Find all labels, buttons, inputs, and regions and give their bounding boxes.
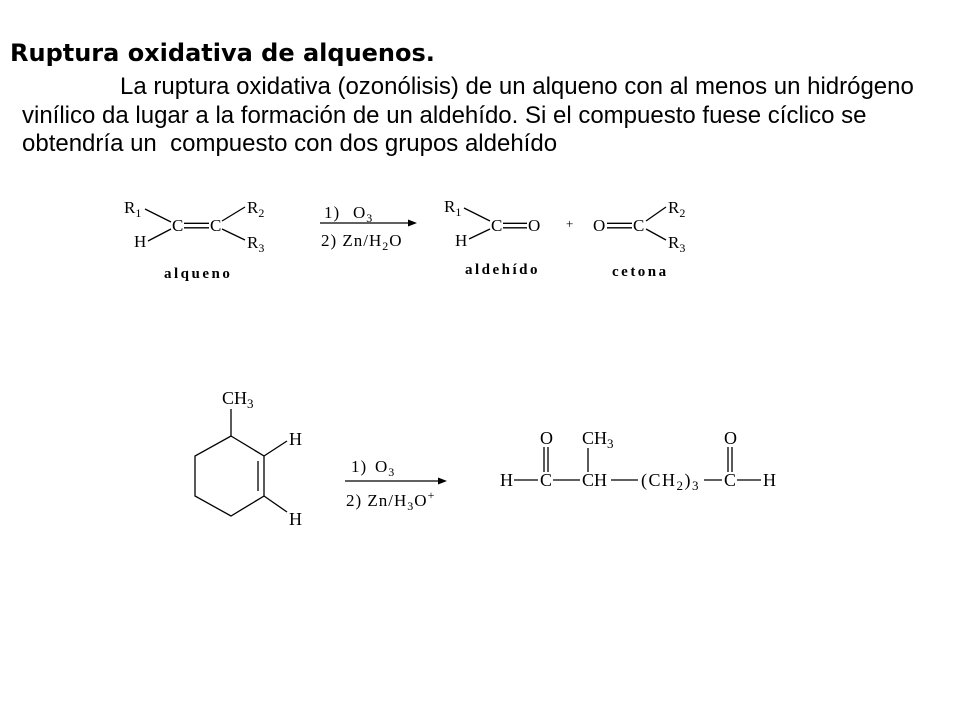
alkene-r2 [247,198,264,220]
bond-r1-c [145,209,171,222]
methyl-group [222,388,254,411]
reaction-1-step1-reagent [353,203,373,225]
product-ch: CH [582,470,608,490]
alkene-r1-symbol: R [124,198,136,217]
alkene-r1-subscript: 1 [135,206,142,220]
plus-sign: + [566,216,574,231]
bond-c-r3 [646,229,666,240]
bond-h-c [469,229,490,239]
step2-superscript: + [427,488,436,502]
aldehyde-h: H [455,231,468,250]
alkene-structure [124,198,264,255]
product-c1: C [540,470,553,490]
ketone-r2-subscript: 2 [679,206,686,220]
product-o1: O [540,428,553,448]
aldehyde-c: C [491,216,503,235]
aldehyde-label: aldehído [465,262,541,278]
ketone-structure [593,198,685,255]
ozone-symbol: O [353,203,367,222]
intro-line-3: obtendría un compuesto con dos grupos aldehído [22,130,558,157]
product-h-right: H [763,470,776,490]
chain-close: ) [684,470,692,490]
alkene-r3-symbol: R [247,233,259,252]
alkene-c-right: C [210,216,222,235]
bond-h-c [148,229,171,241]
step2-subscript: 2 [382,239,390,253]
methyl-subscript: 3 [247,396,254,411]
methylcyclohexene-structure [195,388,302,529]
arrow-head [408,220,417,227]
reaction-1-step2 [321,231,403,253]
alkene-h: H [134,232,147,251]
reaction-2-step2 [346,488,435,513]
ketone-r3 [668,233,685,255]
aldehyde-r1 [444,197,461,219]
alkene-r3 [247,233,264,255]
step2-rest: O [414,491,428,510]
reaction-2-arrow [345,478,447,485]
product-h-left: H [500,470,513,490]
ozone-subscript: 3 [366,211,374,225]
ketone-r3-subscript: 3 [679,241,686,255]
ozone-subscript: 3 [388,465,396,479]
ring-h-upper: H [289,429,302,449]
reaction-2-step1-number: 1) [351,457,368,476]
step2-reagent: 2) Zn/H [346,491,408,510]
bond-ring-h-upper [264,441,287,456]
ketone-o: O [593,216,606,235]
ketone-r2-symbol: R [668,198,680,217]
reaction-1 [124,197,685,282]
ketone-label: cetona [612,264,669,280]
alkene-r2-subscript: 2 [258,206,265,220]
chain-count: 3 [692,478,700,493]
alkene-label: alqueno [164,266,233,282]
alkene-c-left: C [172,216,184,235]
bond-c-r3 [222,229,245,240]
alkene-r2-symbol: R [247,198,259,217]
product-methyl [582,428,614,451]
step2-reagent: 2) Zn/H [321,231,383,250]
product-methyl-subscript: 3 [607,436,614,451]
intro-line-1: La ruptura oxidativa (ozonólisis) de un alqueno con al menos un hidrógeno [120,73,914,100]
arrow-head [438,478,447,485]
ketone-r3-symbol: R [668,233,680,252]
ketone-r2 [668,198,685,220]
step2-rest: O [389,231,403,250]
intro-paragraph [0,73,914,159]
product-c2: C [724,470,737,490]
cyclohexene-ring [195,436,264,516]
aldehyde-structure [444,197,540,250]
bond-r1-c [464,208,490,221]
product-methyl-symbol: CH [582,428,608,448]
slide-title: Ruptura oxidativa de alquenos. [10,39,435,67]
aldehyde-r1-symbol: R [444,197,456,216]
dialdehyde-structure [500,428,776,493]
methyl-symbol: CH [222,388,248,408]
ring-h-lower: H [289,509,302,529]
chain-open: (CH [641,470,677,490]
reaction-1-step1-number: 1) [324,203,341,222]
bond-c-r2 [222,207,245,221]
reaction-2 [195,388,776,529]
bond-c-r2 [646,207,666,221]
methylene-chain [641,470,700,493]
aldehyde-o: O [528,216,541,235]
reaction-2-step1-reagent [375,457,395,479]
chain-subscript: 2 [676,478,685,493]
step2-subscript: 3 [407,499,415,513]
intro-line-2: vinílico da lugar a la formación de un aldehído. Si el compuesto fuese cíclico se [22,101,867,129]
alkene-r1 [124,198,141,220]
ketone-c: C [633,216,645,235]
alkene-r3-subscript: 3 [258,241,265,255]
bond-ring-h-lower [264,496,287,512]
ozone-symbol: O [375,457,389,476]
product-o2: O [724,428,737,448]
aldehyde-r1-subscript: 1 [455,205,462,219]
